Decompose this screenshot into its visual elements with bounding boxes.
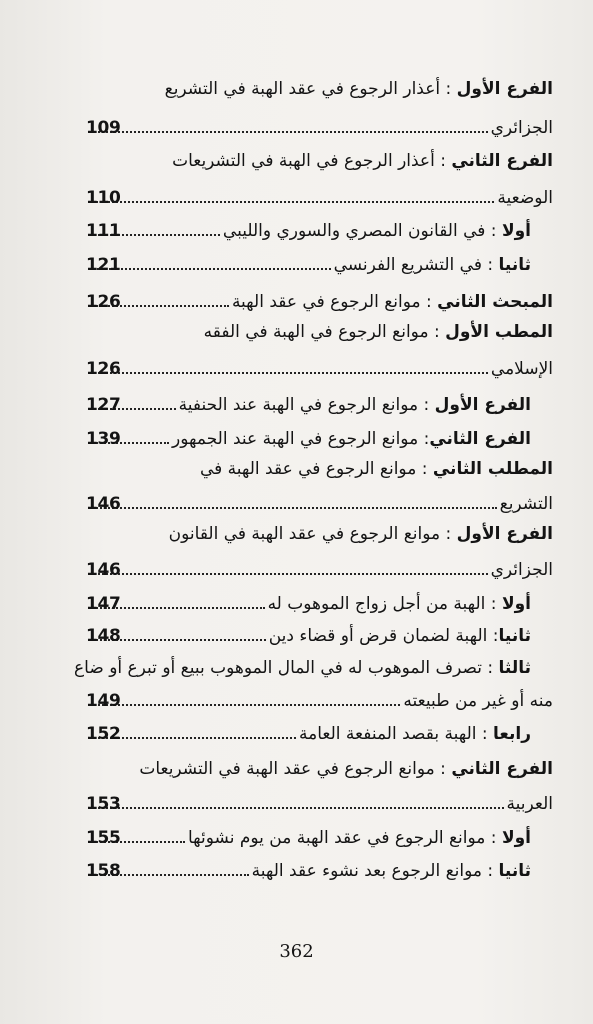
toc-entry-heading-line: [40, 149, 553, 173]
page-number: 152: [86, 724, 121, 744]
leader-dots: [89, 704, 400, 706]
leader-dots: [89, 807, 504, 809]
toc-entry-heading-line: [40, 757, 553, 781]
toc-entry-text: : موانع الرجوع في عقد الهبة من يوم نشوئها: [188, 828, 502, 848]
leader-dots: [89, 268, 331, 270]
toc-entry-text: : الهبة من أجل زواج الموهوب له: [267, 594, 502, 614]
toc-entry-text: : موانع الرجوع في عقد الهبة في القانون: [168, 524, 457, 544]
toc-entry-text: : موانع الرجوع في عقد الهبة في: [199, 459, 433, 479]
toc-entry-text: : أعذار الرجوع في عقد الهبة في التشريع: [164, 79, 457, 99]
toc-entry-text: : الهبة لضمان قرض أو قضاء دين: [268, 626, 499, 646]
toc-entry-heading: ثانيا: [498, 626, 531, 646]
toc-entry-heading: ثانيا: [498, 861, 531, 881]
toc-entry-text: : موانع الرجوع في عقد الهبة: [231, 292, 438, 312]
toc-entry-continuation: [86, 792, 553, 816]
toc-entry: [86, 722, 531, 746]
toc-entry-cont-text: العربية: [506, 794, 553, 814]
toc-entry-continuation: [86, 492, 553, 516]
toc-entry-heading: الفرع الأول: [456, 524, 553, 544]
toc-entry-text: : موانع الرجوع بعد نشوء عقد الهبة: [251, 861, 499, 881]
toc-entry: [86, 859, 531, 883]
toc-entry-cont-text: التشريع: [499, 494, 553, 514]
page-number: 126: [86, 292, 121, 312]
toc-entry-heading: أولا: [501, 594, 531, 614]
toc-entry-heading: الفرع الأول: [434, 395, 531, 415]
page-number: 158: [86, 861, 121, 881]
toc-entry-heading: المبحث الثاني: [437, 292, 553, 312]
toc-entry-cont-text: منه أو غير من طبيعته: [403, 691, 553, 711]
toc-entry-cont-text: الجزائري: [490, 118, 553, 138]
page-number: 111: [86, 221, 121, 241]
toc-entry: [86, 290, 553, 314]
page-number: 121: [86, 255, 121, 275]
page-number: 155: [86, 828, 121, 848]
toc-entry-heading-line: [38, 656, 531, 680]
toc-entry-heading: الفرع الثاني: [429, 429, 531, 449]
toc-entry-continuation: [86, 116, 553, 140]
page-number: 153: [86, 794, 121, 814]
toc-entry: [86, 624, 531, 648]
page-number: 109: [86, 118, 121, 138]
page-number: 146: [86, 494, 121, 514]
toc-entry: [86, 826, 531, 850]
toc-entry-text: : موانع الرجوع في عقد الهبة في التشريعات: [139, 759, 452, 779]
toc-entry-heading-line: [40, 320, 553, 344]
toc-entry-text: : الهبة بقصد المنفعة العامة: [299, 724, 494, 744]
toc-entry-continuation: [86, 186, 553, 210]
toc-entry-continuation: [86, 689, 553, 713]
toc-entry-continuation: [86, 558, 553, 582]
toc-entry-text: : في التشريع الفرنسي: [333, 255, 499, 275]
toc-entry-text: : موانع الرجوع في الهبة عند الجمهور: [172, 429, 430, 449]
toc-entry-heading: أولا: [501, 221, 531, 241]
toc-entry: [86, 427, 531, 451]
leader-dots: [89, 131, 488, 133]
leader-dots: [89, 573, 488, 575]
toc-entry-text: : موانع الرجوع في الهبة عند الحنفية: [178, 395, 435, 415]
leader-dots: [89, 507, 497, 509]
toc-entry-heading: ثانيا: [498, 255, 531, 275]
toc-entry-heading: رابعا: [493, 724, 531, 744]
page-number: 127: [86, 395, 121, 415]
toc-entry: [86, 219, 531, 243]
toc-entry-cont-text: الإسلامي: [490, 359, 553, 379]
toc-entry: [86, 393, 531, 417]
toc-entry-heading: المطلب الثاني: [432, 459, 553, 479]
toc-entry-heading: أولا: [501, 828, 531, 848]
page-number: 110: [86, 188, 121, 208]
leader-dots: [89, 372, 488, 374]
toc-entry-text: : موانع الرجوع في الهبة في الفقه: [203, 322, 446, 342]
page-number: 126: [86, 359, 121, 379]
toc-entry-text: : في القانون المصري والسوري والليبي: [222, 221, 502, 241]
toc-entry-text: : تصرف الموهوب له في المال الموهوب ببيع أو تبرع أو ضاع: [74, 658, 499, 678]
page-number: 147: [86, 594, 121, 614]
toc-entry-text: : أعذار الرجوع في الهبة في التشريعات: [172, 151, 452, 171]
toc-entry-heading: ثالثا: [498, 658, 531, 678]
toc-entry-heading-line: [40, 522, 553, 546]
toc-entry-heading-line: [40, 457, 553, 481]
toc-entry-heading: الفرع الثاني: [451, 151, 553, 171]
toc-entry-heading: المطب الأول: [445, 322, 553, 342]
toc-entry-heading: الفرع الأول: [456, 79, 553, 99]
page-number: 149: [86, 691, 121, 711]
toc-entry-heading: الفرع الثاني: [451, 759, 553, 779]
toc-entry: [86, 592, 531, 616]
toc-entry: [86, 253, 531, 277]
page-number: 148: [86, 626, 121, 646]
page-folio-number: 362: [279, 941, 314, 962]
leader-dots: [89, 201, 494, 203]
page-number: 146: [86, 560, 121, 580]
toc-entry-continuation: [86, 357, 553, 381]
toc-entry-cont-text: الجزائري: [490, 560, 553, 580]
page-number: 139: [86, 429, 121, 449]
toc-entry-heading-line: [40, 77, 553, 101]
toc-entry-cont-text: الوضعية: [497, 188, 553, 208]
